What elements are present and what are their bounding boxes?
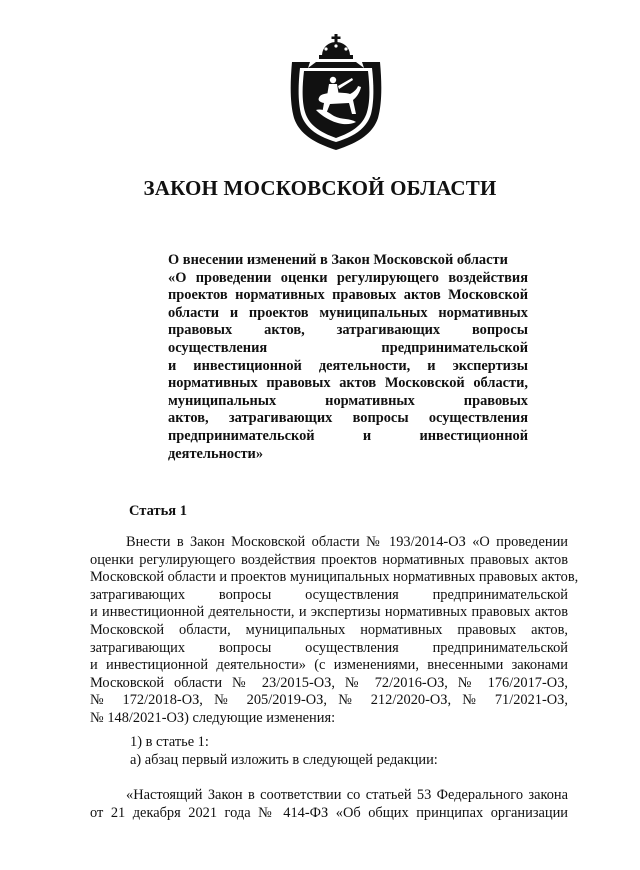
coat-of-arms-svg (286, 34, 386, 152)
subject-line: проектов нормативных правовых актов Московской (168, 287, 528, 304)
subject-line: актов, затрагивающих вопросы осуществления (168, 410, 528, 427)
coat-of-arms-icon (286, 34, 386, 152)
amendment-line: а) абзац первый изложить в следующей редакции: (130, 751, 438, 768)
subject-line: области и проектов муниципальных нормативных (168, 304, 528, 321)
subject-line: осуществления предпринимательской (168, 339, 528, 356)
body-line: затрагивающих вопросы осуществления предпринимательской (90, 586, 568, 603)
body-line: Московской области и проектов муниципальных нормативных правовых актов, (90, 569, 579, 586)
subject-line: муниципальных нормативных правовых (168, 392, 528, 409)
article-body (90, 534, 579, 728)
subject-line: деятельности» (168, 445, 264, 462)
body-line: Внести в Закон Московской области № 193/2014-ОЗ «О проведении (126, 534, 568, 550)
subject-line: правовых актов, затрагивающих вопросы (168, 322, 528, 339)
body-line: № 172/2018-ОЗ, № 205/2019-ОЗ, № 212/2020-ОЗ, № 71/2021-ОЗ, (90, 692, 568, 709)
quote-line: «Настоящий Закон в соответствии со статьей 53 Федерального закона (126, 787, 568, 803)
quote-line: от 21 декабря 2021 года № 414-ФЗ «Об общих принципах организации (90, 804, 568, 821)
subject-line: и инвестиционной деятельности, и экспертизы (168, 357, 528, 374)
law-subject (168, 252, 528, 463)
body-line: Московской области № 23/2015-ОЗ, № 72/2016-ОЗ, № 176/2017-ОЗ, (90, 674, 568, 691)
body-line: и инвестиционной деятельности» (с изменениями, внесенными законами (90, 657, 568, 674)
subject-line: предпринимательской и инвестиционной (168, 427, 528, 444)
article-heading: Статья 1 (129, 503, 187, 519)
amendment-items (130, 734, 438, 769)
subject-line: «О проведении оценки регулирующего воздействия (168, 269, 528, 286)
crown-icon (319, 34, 353, 59)
body-line: затрагивающих вопросы осуществления предпринимательской (90, 639, 568, 656)
amendment-quote (90, 787, 568, 822)
subject-line: О внесении изменений в Закон Московской области (168, 252, 508, 268)
law-title: ЗАКОН МОСКОВСКОЙ ОБЛАСТИ (143, 176, 497, 200)
body-line: Московской области, муниципальных нормативных правовых актов, (90, 621, 568, 638)
body-line: № 148/2021-ОЗ) следующие изменения: (90, 709, 336, 726)
subject-line: нормативных правовых актов Московской области, (168, 375, 528, 392)
body-line: оценки регулирующего воздействия проектов нормативных правовых актов (90, 551, 568, 568)
amendment-line: 1) в статье 1: (130, 734, 209, 750)
body-line: и инвестиционной деятельности, и экспертизы нормативных правовых актов (90, 604, 568, 621)
